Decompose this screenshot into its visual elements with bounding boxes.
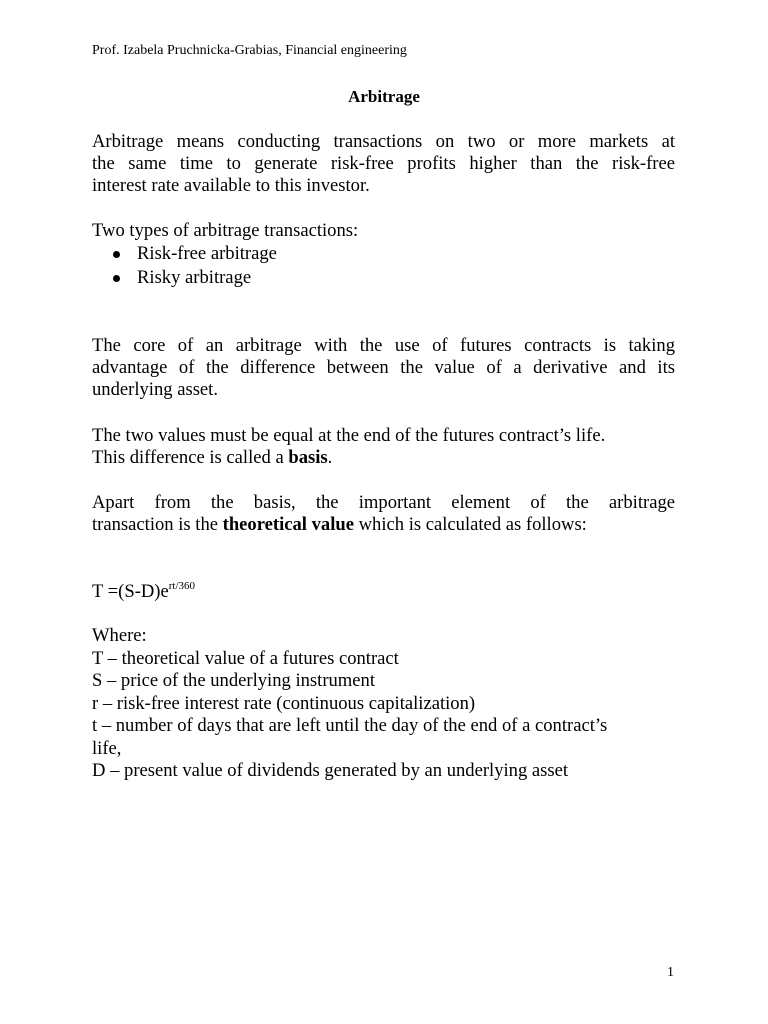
basis-term: basis [288, 447, 328, 468]
list-item [92, 242, 277, 266]
definitions-block [92, 625, 675, 783]
basis-paragraph [92, 425, 675, 469]
definition-item: t – number of days that are left until the day of the end of a contract’s [92, 715, 608, 736]
page-number: 1 [667, 965, 674, 980]
intro-line-2: the same time to generate risk-free profits higher than the risk-free [92, 153, 675, 174]
intro-line-1: Arbitrage means conducting transactions on two or more markets at [92, 131, 675, 152]
list-item [92, 266, 277, 290]
formula-exponent: rt/360 [168, 580, 196, 592]
definition-item: life, [92, 737, 122, 759]
types-heading: Two types of arbitrage transactions: [92, 220, 359, 241]
list-item-label: Risk-free arbitrage [137, 243, 277, 264]
running-header: Prof. Izabela Pruchnicka-Grabias, Financial engineering [92, 43, 407, 58]
basis-line-2-prefix: This difference is called a [92, 447, 289, 468]
definition-item: r – risk-free interest rate (continuous capitalization) [92, 692, 476, 714]
basis-line-1: The two values must be equal at the end of the futures contract’s life. [92, 425, 606, 446]
basis-line-2-suffix: . [327, 447, 333, 468]
page-title: Arbitrage [348, 87, 420, 106]
theoretical-line-1: Apart from the basis, the important element of the arbitrage [92, 492, 675, 513]
list-item-label: Risky arbitrage [137, 267, 252, 288]
theoretical-line-2-prefix: transaction is the [92, 514, 223, 535]
types-list [92, 242, 277, 290]
theoretical-value-term: theoretical value [222, 514, 354, 535]
core-paragraph [92, 335, 675, 401]
bullet-icon [113, 275, 120, 282]
theoretical-paragraph [92, 492, 675, 536]
theoretical-line-2 [92, 514, 675, 536]
theoretical-value-formula [92, 580, 195, 604]
basis-line-2 [92, 447, 675, 469]
definitions-heading: Where: [92, 625, 147, 646]
definition-item: D – present value of dividends generated by an underlying asset [92, 760, 569, 781]
core-line-3: underlying asset. [92, 379, 218, 400]
bullet-icon [113, 251, 120, 258]
core-line-2: advantage of the difference between the value of a derivative and its [92, 357, 675, 378]
intro-line-3: interest rate available to this investor. [92, 175, 370, 196]
definition-item: T – theoretical value of a futures contract [92, 647, 399, 669]
theoretical-line-2-suffix: which is calculated as follows: [353, 514, 587, 535]
formula-base: T =(S-D)e [92, 581, 169, 602]
definition-item: S – price of the underlying instrument [92, 670, 375, 691]
core-line-1: The core of an arbitrage with the use of futures contracts is taking [92, 335, 675, 356]
intro-paragraph [92, 131, 675, 197]
